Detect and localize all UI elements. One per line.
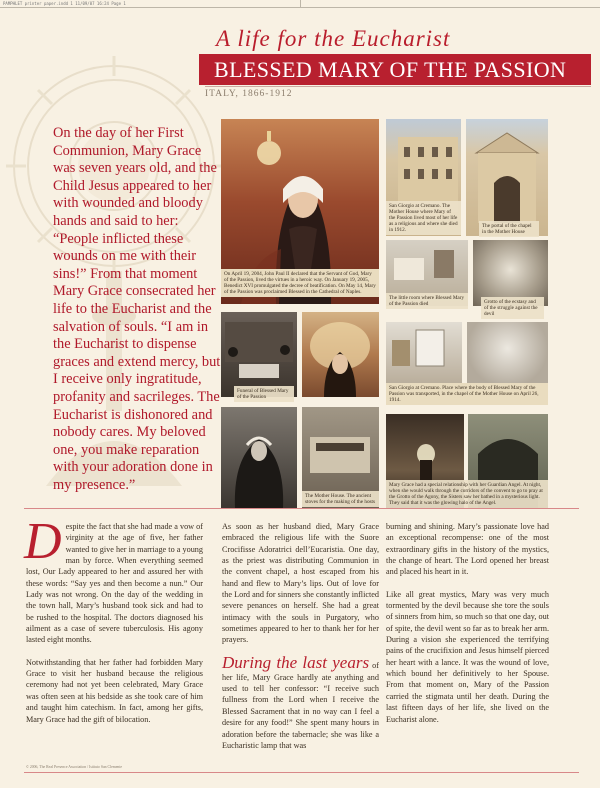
- body-column-3: [386, 521, 549, 736]
- dropcap: D: [24, 513, 62, 570]
- body-column-1: [24, 513, 203, 736]
- page-title: BLESSED MARY OF THE PASSION: [214, 57, 567, 82]
- caption-grotto: Grotto of the ecstasy and of the struggle against the devil: [481, 297, 544, 319]
- col3-paragraph-2: Like all great mystics, Mary was very much tormented by the devil because she tore the souls of sinners from him, so much so that one day, out of spite, the devil went so far as to break her arm. During a vision she experienced the terrifying pains of the crucifixion and Jesus himself pierced her heart with a lance. It was the wound of love, which bound her definitively to her Spouse. From that moment on, Mary of the Passion carried the stigmata until her death. During the last fifteen days of her life, she lived on the Eucharist alone.: [386, 589, 549, 724]
- crop-mark: [300, 0, 301, 8]
- col1-text-1: espite the fact that she had made a vow of virginity at the age of five, her father wanted to give her in marriage to a young man by force. When everything seemed lost, Our Lady appeared to her and assured her with these words: “Say yes and then become a nun.” Our Lady was not wrong. On the day of the wedding in the town hall, Mary’s husband took sick and had to be rushed to the hospital. The doctors diagnosed his ailment as a case of severe tuberculosis. His agony lasted eight months.: [26, 522, 203, 645]
- photo-second-portrait: [302, 312, 379, 397]
- caption-body-place: San Giorgio at Cremano. Place where the body of Blessed Mary of the Passion was transported, in the chapel of the Mother House on April 26, 1914.: [386, 383, 548, 405]
- caption-chapel-portal: The portal of the chapel in the Mother House: [479, 221, 539, 237]
- intro-quote: On the day of her First Communion, Mary Grace was seven years old, and the Child Jesus appeared to her with wounded and bloody hands and said to her: “People inflicted these wounds on me with their sins!” From that moment Mary Grace consecrated her life to the Eucharist and the salvation of souls. “I am in the Eucharist to dispense graces and extend mercy, but I receive only ingratitude, profanity and sacrileges. The Eucharist is dishonored and nobody cares. My beloved one, you make reparation with your adoration done in my presence.”: [53, 125, 221, 493]
- section-rule: [24, 508, 579, 509]
- caption-mother-house: San Giorgio at Cremano. The Mother House where Mary of the Passion lived most of her life as a religious and where she died in 1912.: [386, 201, 461, 235]
- col1-paragraph-1: [24, 513, 203, 646]
- title-rule: [205, 86, 591, 87]
- subhead-last-years: During the last years: [222, 652, 370, 672]
- page-subtitle: A life for the Eucharist: [216, 26, 451, 51]
- place-dates: ITALY, 1866-1912: [205, 89, 293, 99]
- caption-bakery: The Mother House. The ancient stoves for the making of the hosts: [302, 491, 379, 507]
- photo-nun-portrait: [221, 407, 297, 508]
- caption-little-room: The little room where Blessed Mary of the Passion died: [386, 293, 468, 309]
- body-column-2: [222, 521, 379, 762]
- col2-text-2: of her life, Mary Grace hardly ate anything and used to tell her confessor: “I receive such fullness from the Lord when I receive the Blessed Sacrament that in no way can I feel a desire for any food!” She spent many hours in adoration before the tabernacle; she was like a Eucharistic lamp that was: [222, 660, 379, 750]
- caption-angel: Mary Grace had a special relationship with her Guardian Angel. At night, when she would walk through the corridors of the convent to go to pray at the Grotto of the Agony, the Sisters saw her bathed in a mysterious light. They said that it was the glowing halo of the Angel.: [386, 480, 548, 508]
- footer-rule: [24, 772, 579, 773]
- caption-painting: On April 19, 2004, John Paul II declared that the Servant of God, Mary of the Passion, lived the virtues in a heroic way. On January 19, 2005, Benedict XVI promulgated the decree of beatification. On May 14, Mary of the Passion was proclaimed Blessed in the Cathedral of Naples.: [221, 269, 379, 297]
- photo-chapel-portal: [466, 119, 548, 236]
- photo-statue: [467, 322, 548, 388]
- print-slug: PAMPHLET printer paper.indd 1 11/09/07 16:24 Page 1: [3, 1, 126, 6]
- photo-funeral: [221, 312, 297, 397]
- col1-paragraph-2: Notwithstanding that her father had forbidden Mary Grace to visit her husband because the religious ceremony had not yet been celebrated, Mary Grace was often seen at his bedside as she took care of him and taught him catechism. In fact, among her gifts, Mary Grace had the gift of bilocation.: [26, 657, 203, 724]
- copyright-footer: © 2006, The Real Presence Association / Istituto San Clemente: [26, 765, 123, 769]
- col3-paragraph-1: burning and shining. Mary’s passionate love had an exceptional recompense: one of the most extraordinary gifts in the history of the mystics, the change of heart. The Lord opened her breast and placed his heart in it.: [386, 522, 549, 577]
- photo-body-place: [386, 322, 462, 388]
- col2-paragraph-1: As soon as her husband died, Mary Grace embraced the religious life with the Suore Crocifisse Adoratrici dell’Eucaristia. One day, as the priest was distributing Communion in the convent chapel, a host escaped from his hand and flew to Mary’s lips. Out of love for the Lord and for sinners she constantly inflicted severe penances on herself. She had a great intimacy with the souls in Purgatory, who sometimes appeared to her to thank her for her prayers.: [222, 522, 379, 645]
- caption-funeral: Funeral of Blessed Mary of the Passion: [234, 386, 294, 402]
- col2-paragraph-2: [222, 653, 379, 751]
